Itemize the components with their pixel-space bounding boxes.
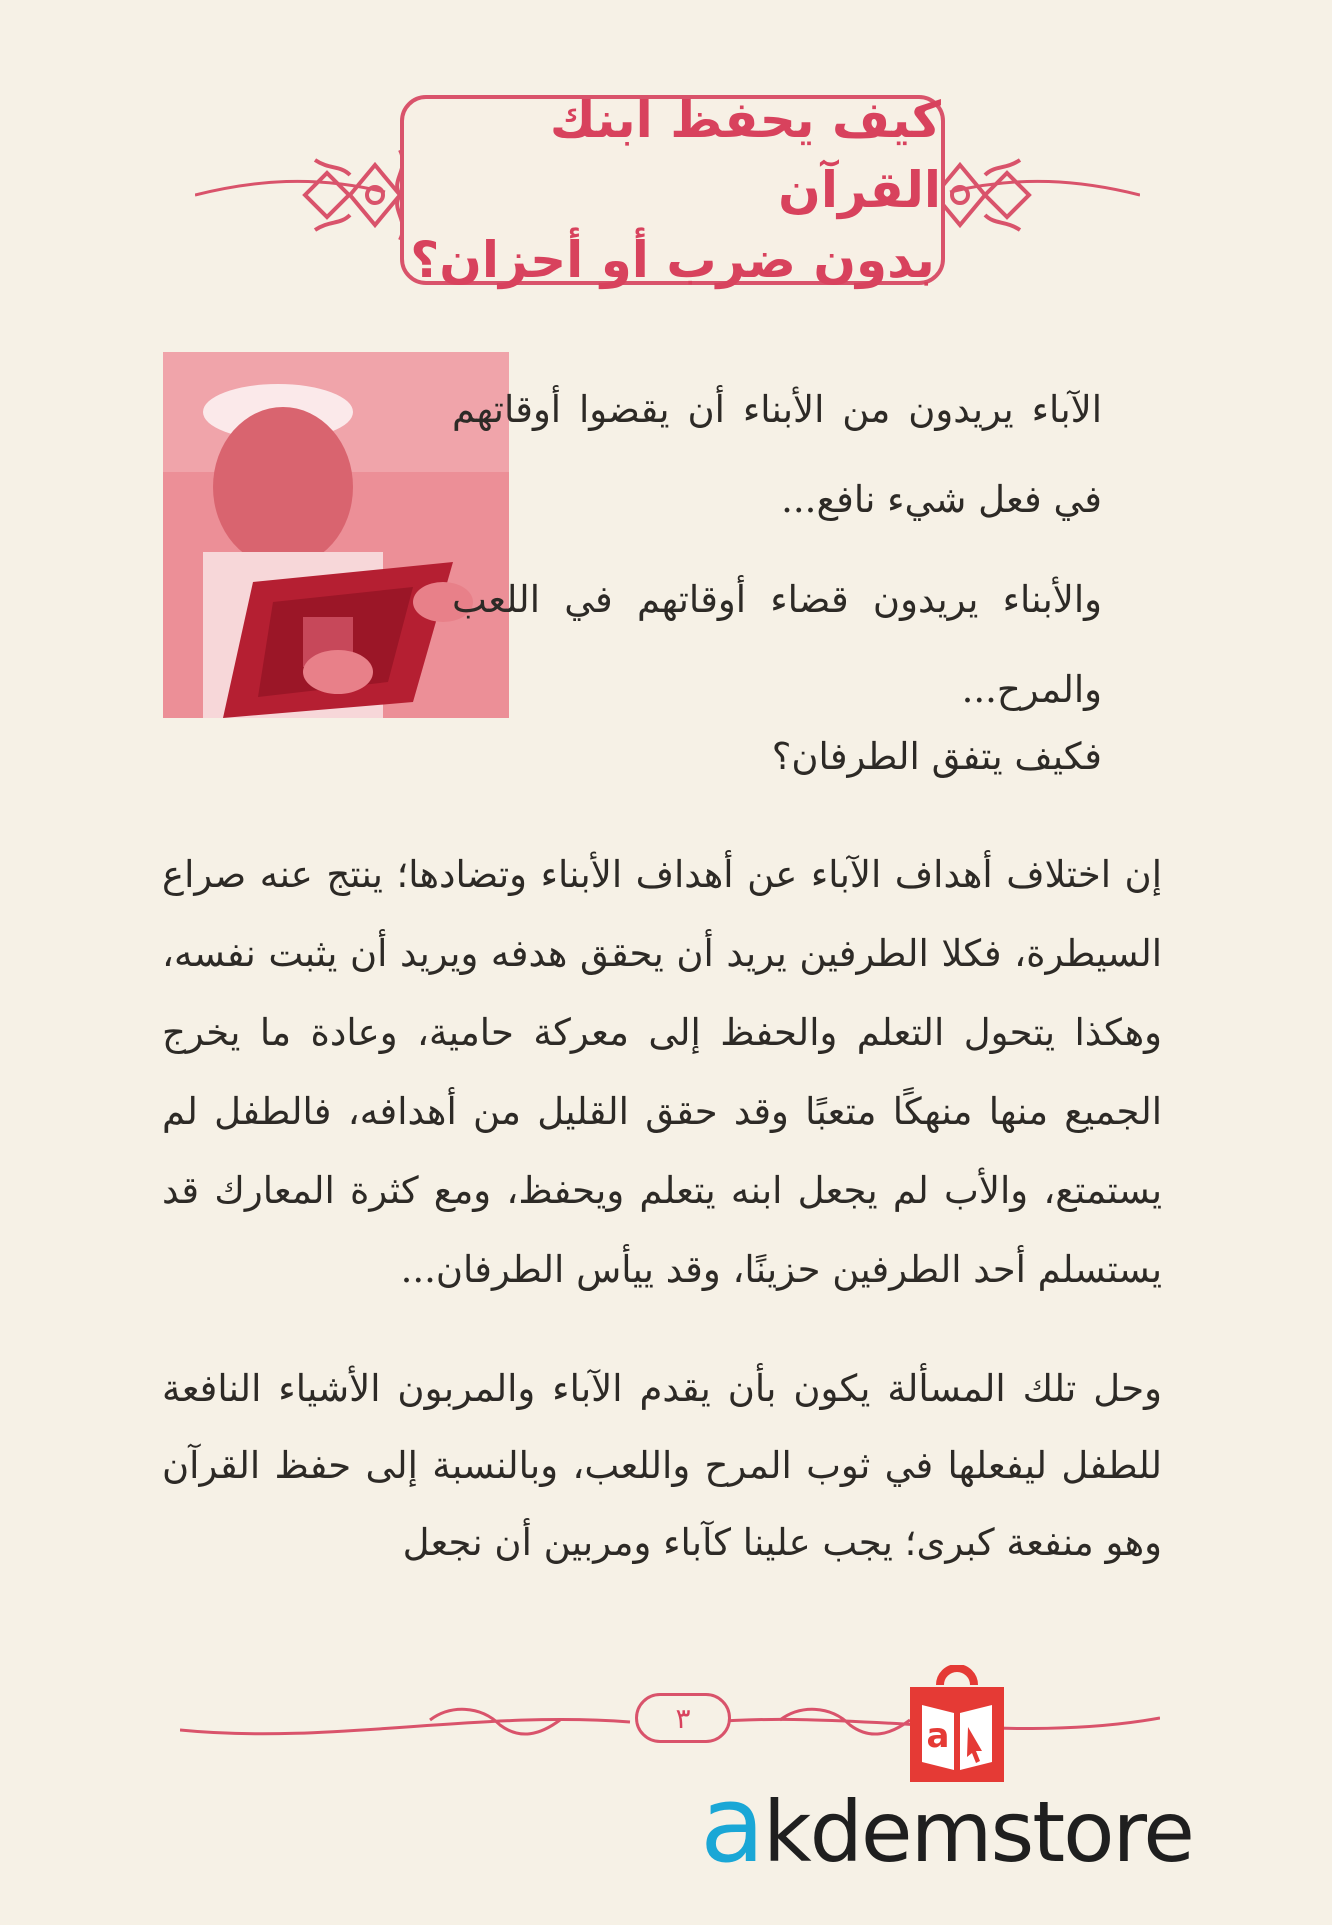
shopping-bag-logo-icon	[902, 1665, 1012, 1785]
paragraph-3: فكيف يتفق الطرفان؟	[771, 735, 1102, 778]
page-title-line1: كيف يحفظ ابنك القرآن	[549, 91, 941, 219]
logo-letter: a	[926, 1716, 950, 1756]
brand-name: kdemstore	[762, 1783, 1193, 1881]
paragraph-1: الآباء يريدون من الأبناء أن يقضوا أوقاتهم في فعل شيء نافع...	[452, 388, 1102, 521]
page-title-line2: بدون ضرب أو أحزان؟	[410, 231, 935, 289]
title-frame	[400, 91, 945, 289]
page-number: ٣	[635, 1693, 731, 1743]
brand-watermark	[700, 1763, 1220, 1886]
paragraph-2: والأبناء يريدون قضاء أوقاتهم في اللعب والمرح...	[452, 578, 1102, 711]
paragraph-5: وحل تلك المسألة يكون بأن يقدم الآباء والمربون الأشياء النافعة للطفل ليفعلها في ثوب المرح واللعب، وبالنسبة إلى حفظ القرآن وهو منفعة كبرى؛ يجب علينا كآباء ومربين أن نجعل	[162, 1367, 1162, 1564]
paragraph-4: إن اختلاف أهداف الآباء عن أهداف الأبناء وتضادها؛ ينتج عنه صراع السيطرة، فكلا الطرفين يريد أن يحقق هدفه ويريد أن يثبت نفسه، وهكذا يتحول التعلم والحفظ إلى معركة حامية، وعادة ما يخرج الجميع منها منهكًا متعبًا وقد حقق القليل من أهدافه، فالطفل لم يستمتع، والأب لم يجعل ابنه يتعلم ويحفظ، ومع كثرة المعارك قد يستسلم أحد الطرفين حزينًا، وقد ييأس الطرفان...	[162, 853, 1163, 1291]
brand-a: a	[700, 1763, 763, 1886]
